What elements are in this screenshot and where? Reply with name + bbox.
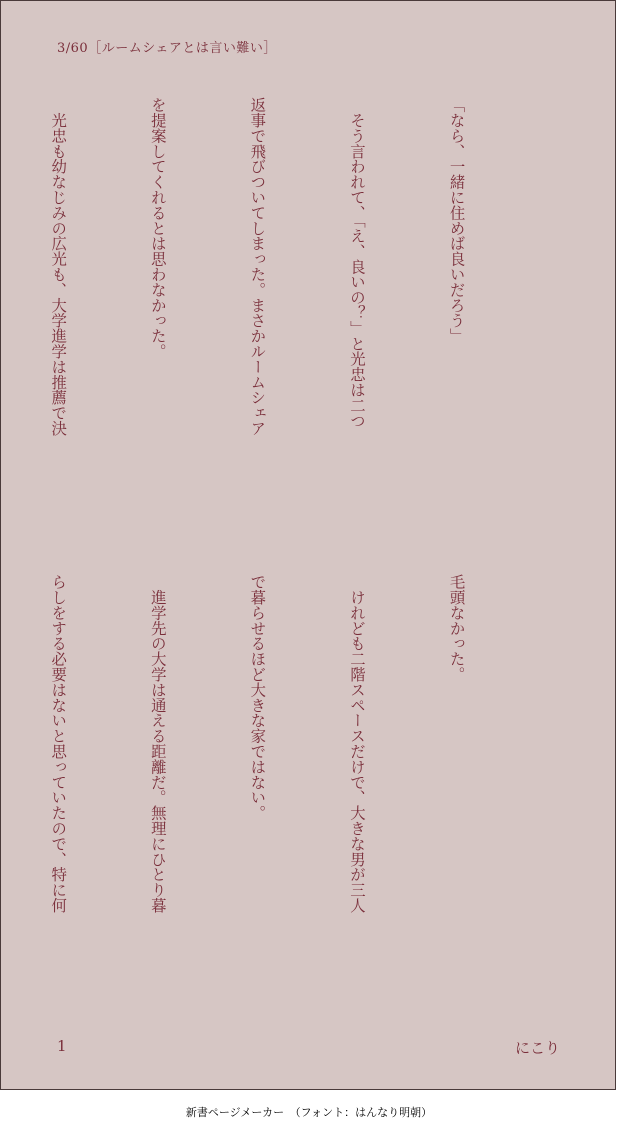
page-number: 1: [57, 1037, 67, 1055]
column: けれども二階スペースだけで、大きな男が三人: [347, 574, 366, 913]
text-block-bottom: [0, 574, 539, 1004]
author-name: にこり: [514, 1039, 560, 1057]
column: 「なら、一緒に住めば良いだろう」: [447, 97, 466, 344]
page-header: 3/60［ルームシェアとは言い難い］: [57, 41, 277, 56]
column: 毛頭なかった。: [447, 574, 466, 682]
column: で暮らせるほど大きな家ではない。: [248, 574, 267, 821]
column: 光忠も幼なじみの広光も、大学進学は推薦で決: [49, 97, 68, 436]
column: 進学先の大学は通える距離だ。無理にひとり暮: [148, 574, 167, 913]
text-block-top: [0, 97, 539, 517]
generator-caption: 新書ページメーカー （フォント：はんなり明朝）: [185, 1106, 433, 1119]
column: らしをする必要はないと思っていたので、特に何: [49, 574, 68, 913]
column: そう言われて、「え、良いの？」と光忠は二つ: [347, 97, 366, 429]
column: 返事で飛びついてしまった。まさかルームシェア: [248, 97, 267, 436]
column: を提案してくれるとは思わなかった。: [148, 97, 167, 359]
